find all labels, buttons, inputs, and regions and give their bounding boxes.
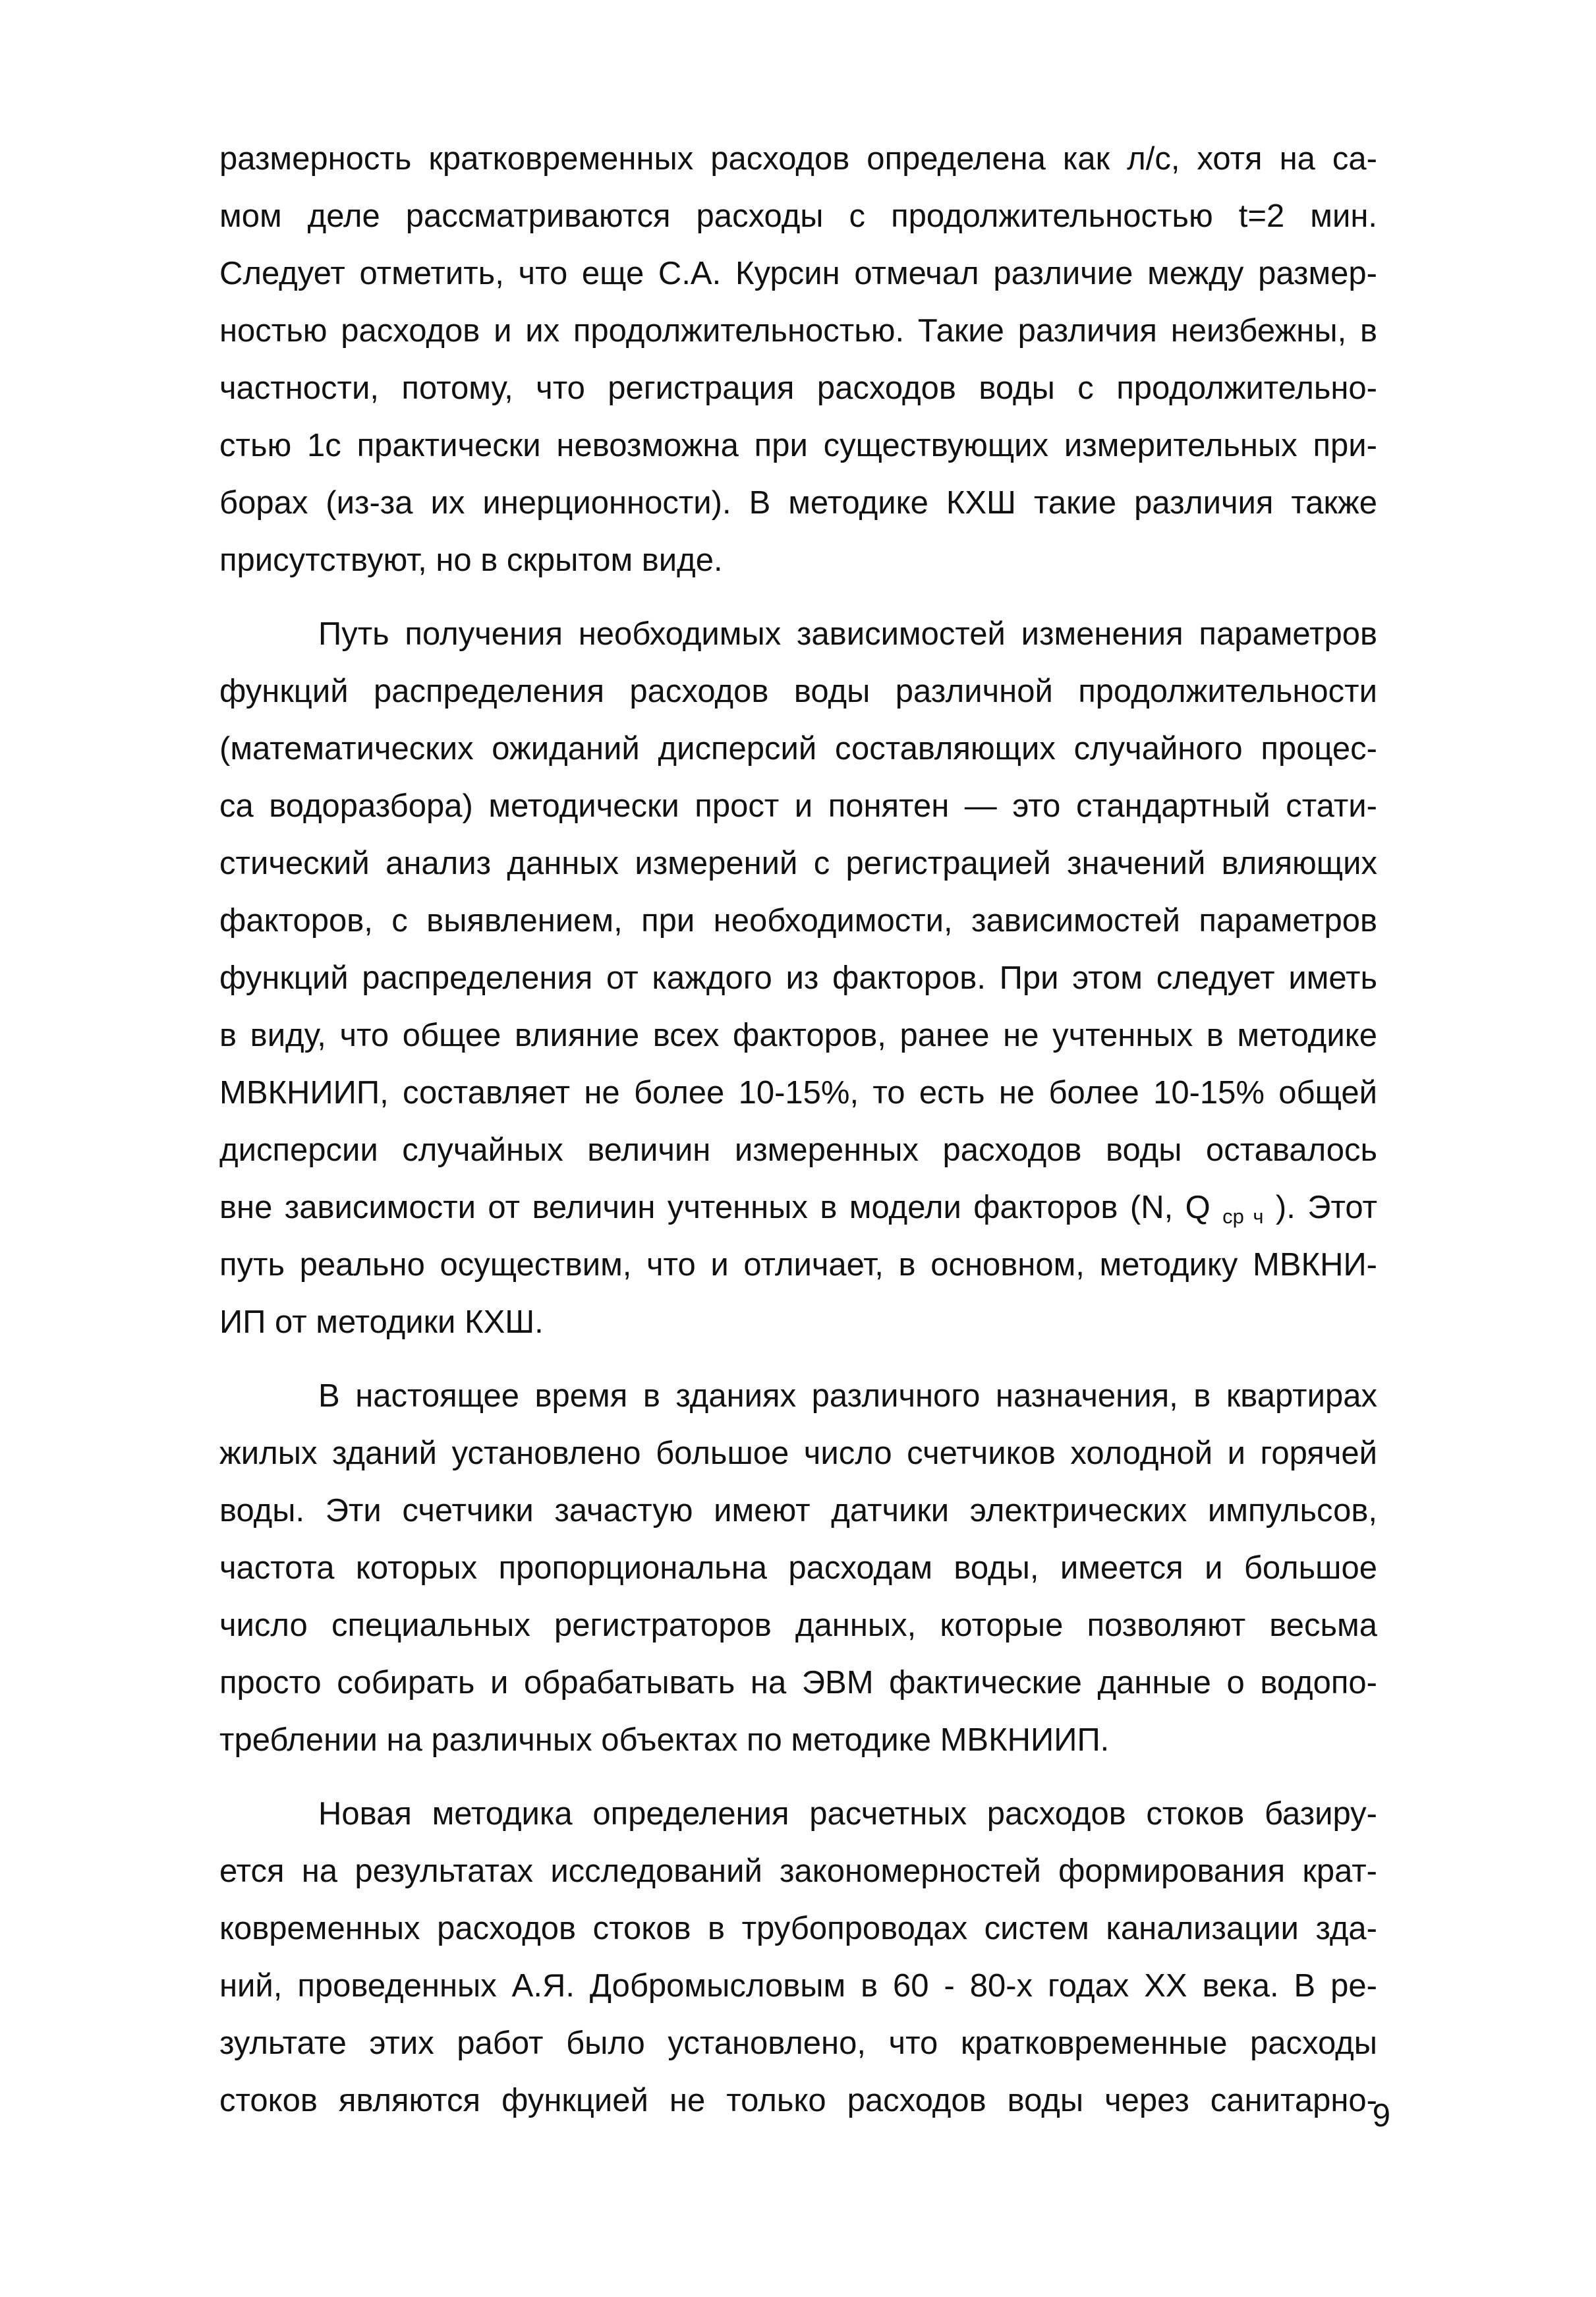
formula-line [219,1179,1377,1236]
paragraph-1 [219,131,1377,589]
text-line: ется на результатах исследований закономерностей формирования крат- [219,1853,1377,1889]
paragraph-3 [219,1368,1377,1769]
text-line: дисперсии случайных величин измеренных расходов воды оставалось [219,1132,1377,1168]
text-line: борах (из-за их инерционности). В методике КХШ такие различия также [219,485,1377,521]
text-line: жилых зданий установлено большое число счетчиков холодной и горячей [219,1436,1377,1471]
text-line: зультате этих работ было установлено, что кратковременные расходы [219,2025,1377,2061]
paragraph-2 [219,606,1377,1351]
text-line: воды. Эти счетчики зачастую имеют датчики электрических импульсов, [219,1493,1377,1528]
text-line: ний, проведенных А.Я. Добромысловым в 60 - 80-х годах XX века. В ре- [219,1968,1377,2004]
text-line: ностью расходов и их продолжительностью. Такие различия неизбежны, в [219,313,1377,349]
text-line: стический анализ данных измерений с регистрацией значений влияющих [219,846,1377,881]
paragraph-4 [219,1786,1377,2130]
text-line: Путь получения необходимых зависимостей изменения параметров [318,616,1377,652]
text-line: МВКНИИП, составляет не более 10-15%, то есть не более 10-15% общей [219,1075,1377,1111]
text-line: факторов, с выявлением, при необходимости, зависимостей параметров [219,903,1377,939]
text-line: Новая методика определения расчетных расходов стоков базиру- [318,1796,1377,1832]
text-line: (математических ожиданий дисперсий составляющих случайного процес- [219,731,1377,767]
text-line: частота которых пропорциональна расходам воды, имеется и большое [219,1550,1377,1586]
body-text [219,131,1377,2130]
text-line: в виду, что общее влияние всех факторов, ранее не учтенных в методике [219,1018,1377,1053]
text-line: функций распределения расходов воды различной продолжительности [219,674,1377,709]
text-line: ковременных расходов стоков в трубопроводах систем канализации зда- [219,1911,1377,1946]
formula-text-after: ). Этот [1275,1190,1377,1225]
formula-text-before: вне зависимости от величин учтенных в модели факторов (N, Q [219,1190,1211,1225]
text-line: размерность кратковременных расходов определена как л/с, хотя на са- [219,141,1377,177]
text-line: просто собирать и обрабатывать на ЭВМ фактические данные о водопо- [219,1665,1377,1701]
text-line: путь реально осуществим, что и отличает, в основном, методику МВКНИ- [219,1247,1377,1283]
text-line: присутствуют, но в скрытом виде. [219,542,723,578]
text-line: треблении на различных объектах по методике МВКНИИП. [219,1722,1110,1758]
text-line: Следует отметить, что еще С.А. Курсин отмечал различие между размер- [219,256,1377,291]
formula-subscript: ср ч [1222,1205,1264,1228]
text-line: стоков являются функцией не только расходов воды через санитарно- [219,2083,1377,2118]
text-line: са водоразбора) методически прост и понятен — это стандартный стати- [219,788,1377,824]
page-number: 9 [1372,2098,1390,2134]
text-line: функций распределения от каждого из факторов. При этом следует иметь [219,960,1377,996]
text-line: мом деле рассматриваются расходы с продолжительностью t=2 мин. [219,198,1377,234]
text-line: число специальных регистраторов данных, которые позволяют весьма [219,1608,1377,1643]
text-line: ИП от методики КХШ. [219,1304,544,1340]
text-line: В настоящее время в зданиях различного назначения, в квартирах [318,1378,1377,1414]
text-line: частности, потому, что регистрация расходов воды с продолжительно- [219,370,1377,406]
text-line: стью 1с практически невозможна при существующих измерительных при- [219,428,1377,463]
